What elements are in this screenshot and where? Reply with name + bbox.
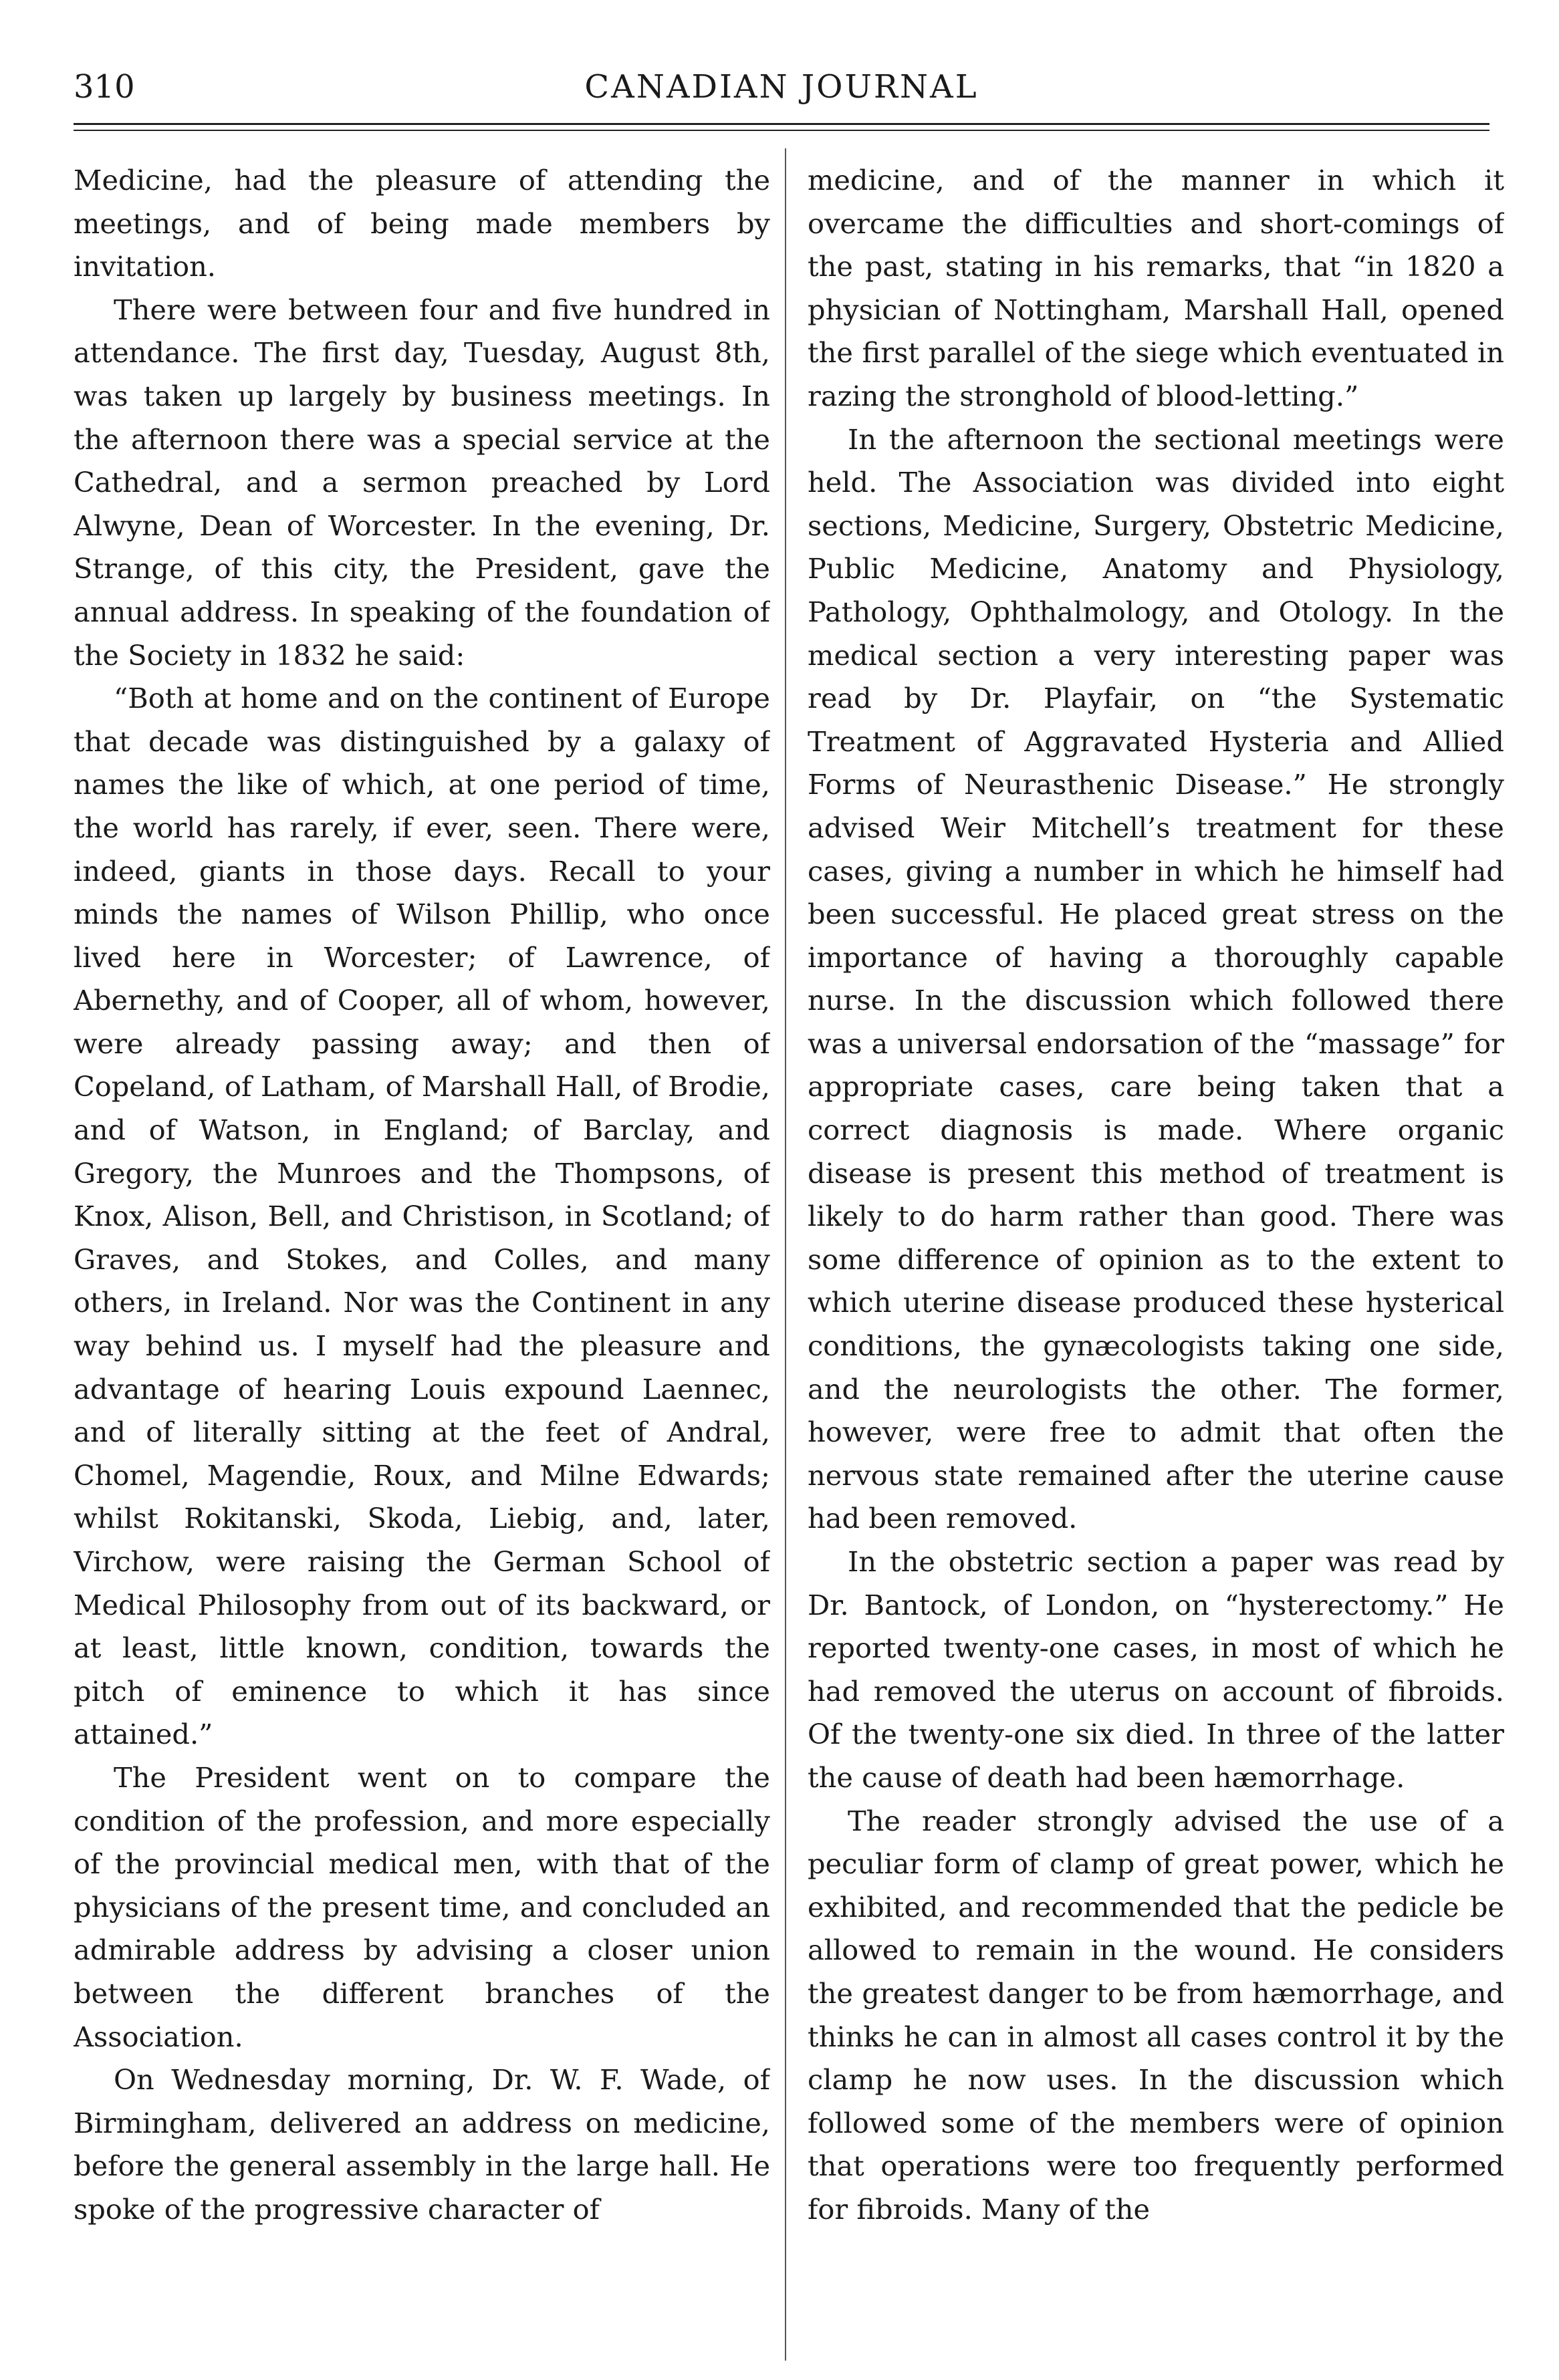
header-rule-top [74,123,1489,125]
column-divider [785,148,786,2361]
page-header [74,61,1489,115]
running-head: CANADIAN JOURNAL [584,68,979,106]
paragraph: On Wednesday morning, Dr. W. F. Wade, of Birmingham, delivered an address on medicine, before the general assembly in the large hall. He spoke of the progressive character of [74,2063,770,2226]
paragraph: medicine, and of the manner in which it overcame the difficulties and short-comings of the past, stating in his remarks, that “in 1820 a physician of Nottingham, Marshall Hall, opened the first parallel of the siege which eventuated in razing the stronghold of blood-letting.” [808,164,1504,412]
paragraph: The President went on to compare the condition of the profession, and more especially of the provincial medical men, with that of the physicians of the present time, and concluded an admirable address by advising a closer union between the different branches of the Association. [74,1760,770,2053]
right-column [808,159,1504,2365]
paragraph: There were between four and five hundred in attendance. The first day, Tuesday, August 8th, was taken up largely by business meetings. In the afternoon there was a special service at the Cathedral, and a sermon preached by Lord Alwyne, Dean of Worcester. In the evening, Dr. Strange, of this city, the President, gave the annual address. In speaking of the foundation of the Society in 1832 he said: [74,293,770,672]
quoted-paragraph: “Both at home and on the continent of Europe that decade was distinguished by a galaxy of names the like of which, at one period of time, the world has rarely, if ever, seen. There were, indeed, giants in those days. Recall to your minds the names of Wilson Phillip, who once lived here in Worcester; of Lawrence, of Abernethy, and of Cooper, all of whom, however, were already passing away; and then of Copeland, of Latham, of Marshall Hall, of Brodie, and of Watson, in England; of Barclay, and Gregory, the Munroes and the Thompsons, of Knox, Alison, Bell, and Christison, in Scotland; of Graves, and Stokes, and Colles, and many others, in Ireland. Nor was the Continent in any way behind us. I myself had the pleasure and advantage of hearing Louis expound Laennec, and of literally sitting at the feet of Andral, Chomel, Magendie, Roux, and Milne Edwards; whilst Rokitanski, Skoda, Liebig, and, later, Virchow, were raising the German School of Medical Philosophy from out of its backward, or at least, little known, condition, towards the pitch of eminence to which it has since attained.” [74,682,770,1751]
header-rule-bottom [74,130,1489,131]
page-number: 310 [74,68,135,106]
paragraph: The reader strongly advised the use of a peculiar form of clamp of great power, which he exhibited, and recommended that the pedicle be allowed to remain in the wound. He considers the greatest danger to be from hæmorrhage, and thinks he can in almost all cases control it by the clamp he now uses. In the discussion which followed some of the members were of opinion that operations were too frequently performed for fibroids. Many of the [808,1804,1504,2226]
paragraph: In the obstetric section a paper was read by Dr. Bantock, of London, on “hysterectomy.” He reported twenty-one cases, in most of which he had removed the uterus on account of fibroids. Of the twenty-one six died. In three of the latter the cause of death had been hæmorrhage. [808,1545,1504,1794]
paragraph: In the afternoon the sectional meetings were held. The Association was divided into eight sections, Medicine, Surgery, Obstetric Medicine, Public Medicine, Anatomy and Physiology, Pathology, Ophthalmology, and Otology. In the medical section a very interesting paper was read by Dr. Playfair, on “the Systematic Treatment of Aggravated Hysteria and Allied Forms of Neurasthenic Disease.” He strongly advised Weir Mitchell’s treatment for these cases, giving a number in which he himself had been successful. He placed great stress on the importance of having a thoroughly capable nurse. In the discussion which followed there was a universal endorsation of the “massage” for appropriate cases, care being taken that a correct diagnosis is made. Where organic disease is present this method of treatment is likely to do harm rather than good. There was some difference of opinion as to the extent to which uterine disease produced these hysterical conditions, the gynæcologists taking one side, and the neurologists the other. The former, however, were free to admit that often the nervous state remained after the uterine cause had been removed. [808,422,1504,1535]
left-column [74,159,770,2365]
paragraph: Medicine, had the pleasure of attending the meetings, and of being made members by invitation. [74,164,770,283]
